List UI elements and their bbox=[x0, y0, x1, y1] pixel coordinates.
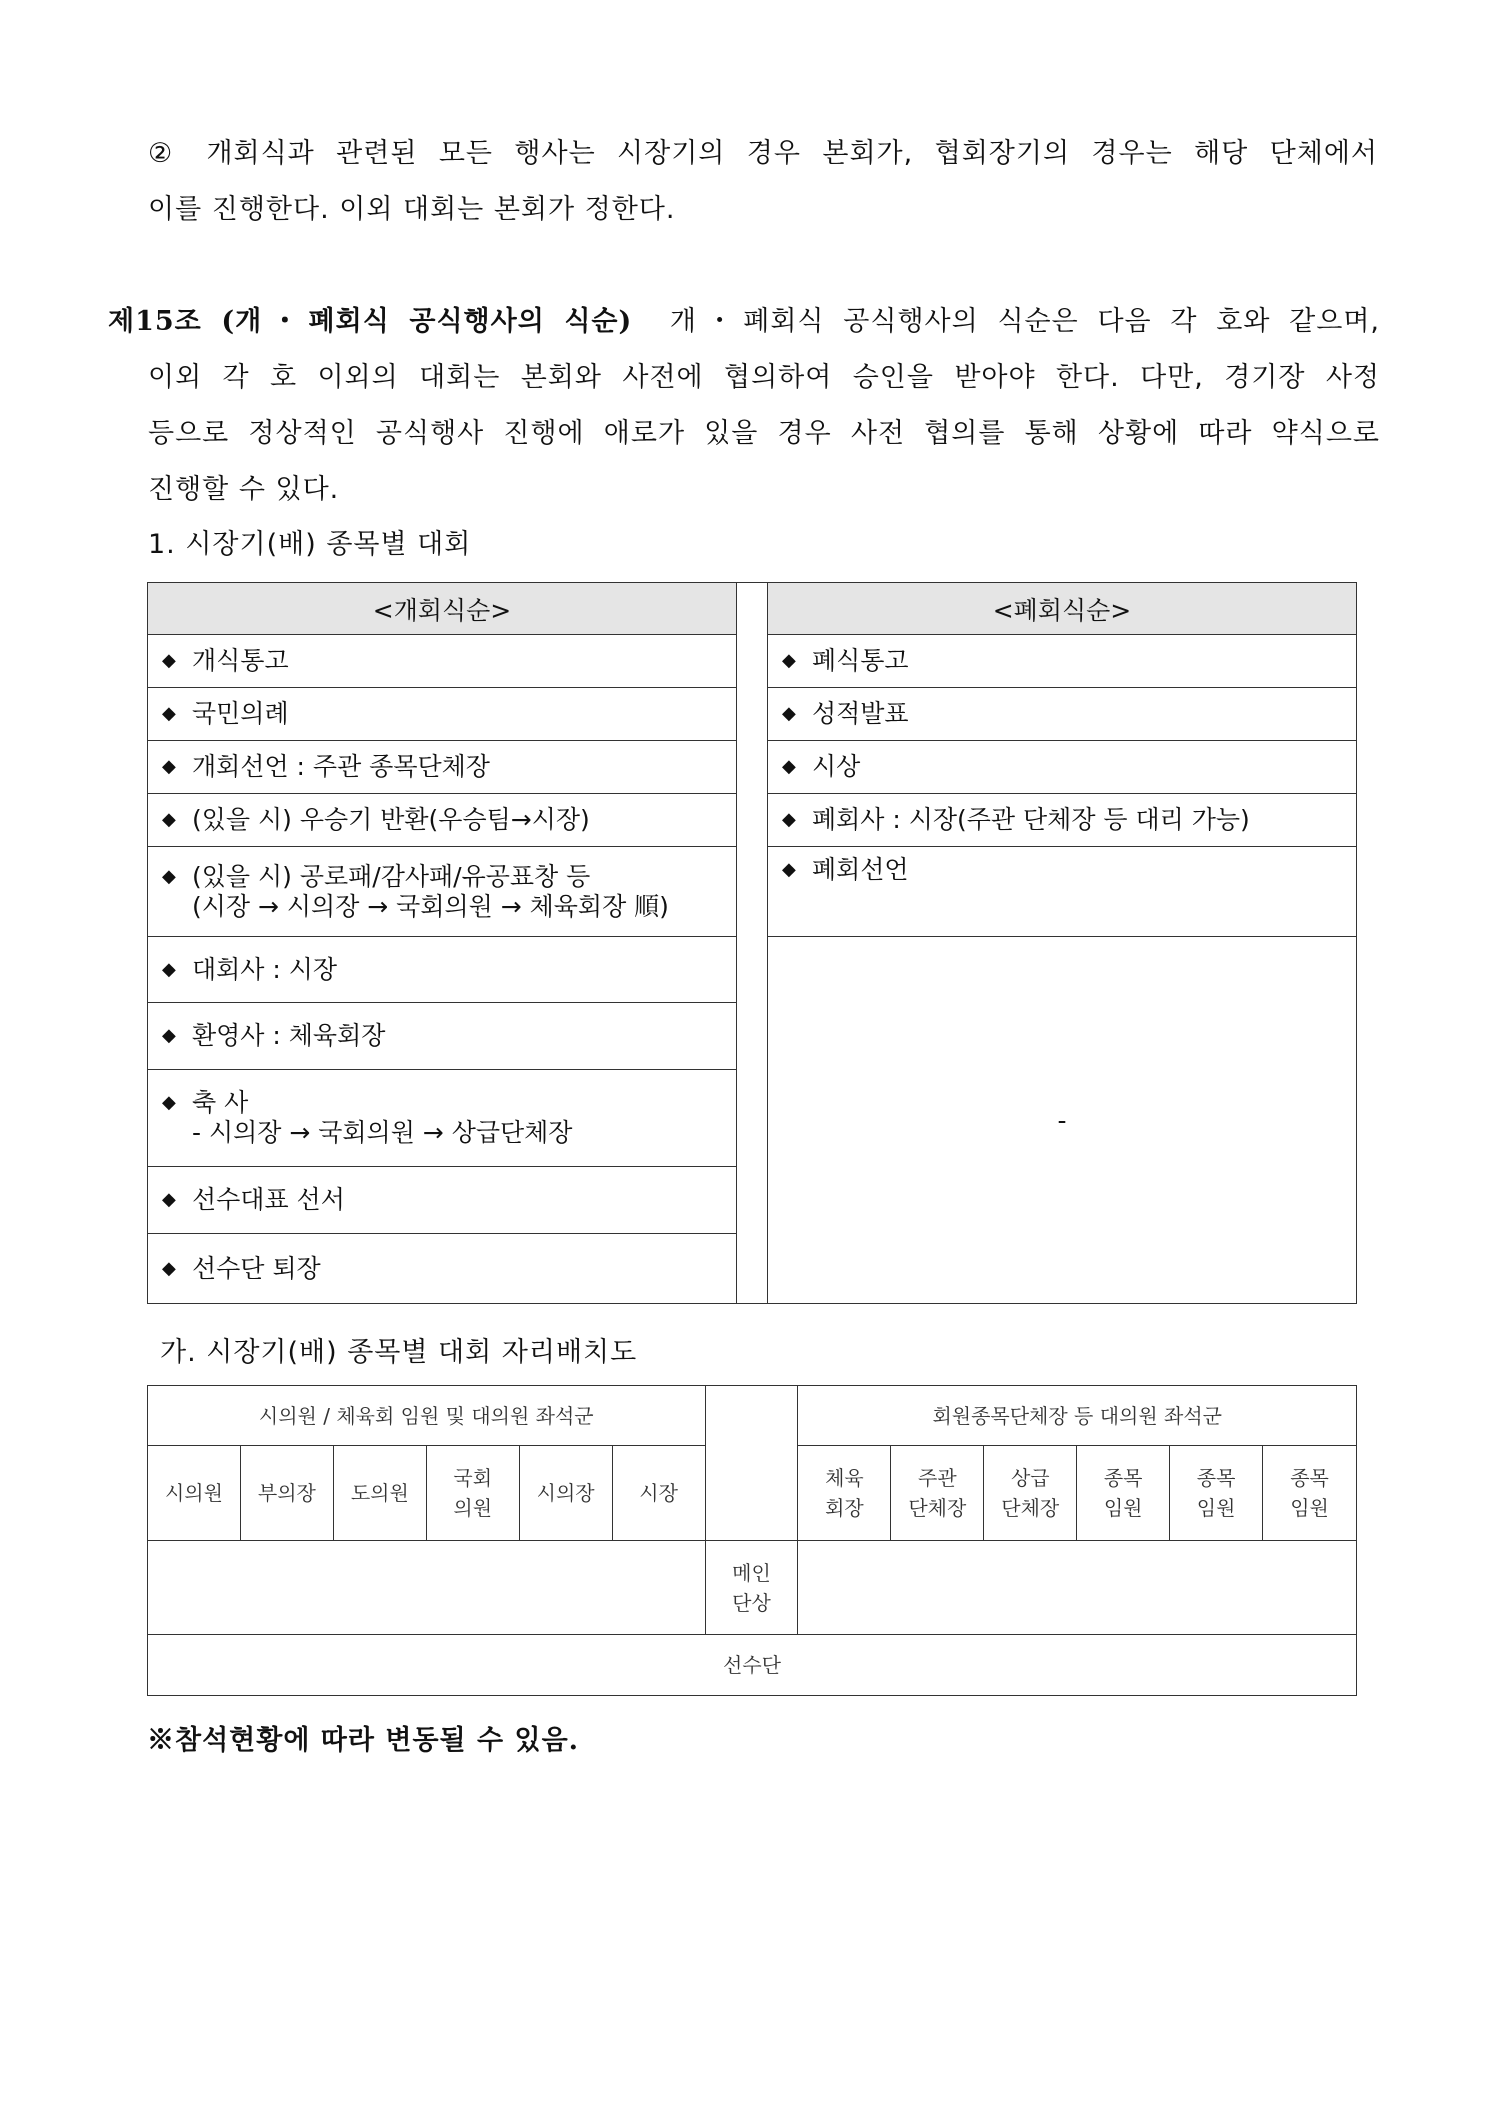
bullet-icon: ◆ bbox=[162, 703, 176, 724]
seat: 종목 임원 bbox=[1170, 1446, 1263, 1541]
bullet-icon: ◆ bbox=[162, 650, 176, 671]
right-seat-group: 회원종목단체장 등 대의원 좌석군 bbox=[798, 1386, 1357, 1446]
opening-item: ◆ 선수단 퇴장 bbox=[148, 1234, 737, 1304]
seat: 시의장 bbox=[519, 1446, 612, 1541]
seat: 국회 의원 bbox=[426, 1446, 519, 1541]
bullet-icon: ◆ bbox=[781, 756, 796, 777]
bullet-icon: ◆ bbox=[162, 1092, 176, 1113]
opening-item: ◆ 국민의례 bbox=[148, 688, 737, 741]
opening-header: <개회식순> bbox=[148, 583, 737, 635]
left-seat-group: 시의원 / 체육회 임원 및 대의원 좌석군 bbox=[148, 1386, 706, 1446]
seating-chart-table bbox=[147, 1385, 1357, 1696]
paragraph-line: ② 개회식과 관련된 모든 행사는 시장기의 경우 본회가, 협회장기의 경우는 해당 단체에서 bbox=[148, 138, 1378, 169]
bullet-icon: ◆ bbox=[162, 1257, 176, 1279]
article-15 bbox=[108, 294, 1380, 518]
section-heading: 1. 시장기(배) 종목별 대회 bbox=[148, 529, 472, 560]
closing-item: ◆ 성적발표 bbox=[767, 688, 1356, 741]
bullet-icon: ◆ bbox=[162, 958, 176, 980]
seat: 체육 회장 bbox=[798, 1446, 891, 1541]
seat: 시의원 bbox=[148, 1446, 241, 1541]
bullet-icon: ◆ bbox=[162, 1189, 176, 1210]
bullet-icon: ◆ bbox=[781, 859, 796, 880]
opening-item: ◆ 대회사 : 시장 bbox=[148, 937, 737, 1003]
article-text: 이외 각 호 이외의 대회는 본회와 사전에 협의하여 승인을 받아야 한다. 다만, 경기장 사정 bbox=[148, 362, 1380, 393]
closing-item: ◆ 폐식통고 bbox=[767, 635, 1356, 688]
opening-item: ◆ (있을 시) 공로패/감사패/유공표창 등 (시장 → 시의장 → 국회의원 → 체육회장 順) bbox=[148, 847, 737, 937]
opening-item: ◆ 환영사 : 체육회장 bbox=[148, 1003, 737, 1070]
bullet-icon: ◆ bbox=[162, 1025, 176, 1046]
note: ※참석현황에 따라 변동될 수 있음. bbox=[147, 1725, 580, 1756]
paragraph-line: 이를 진행한다. 이외 대회는 본회가 정한다. bbox=[148, 194, 676, 225]
bullet-icon: ◆ bbox=[781, 809, 796, 830]
closing-empty-cell: - bbox=[767, 937, 1356, 1304]
athletes-area: 선수단 bbox=[148, 1635, 1357, 1696]
ceremony-order-table bbox=[147, 582, 1357, 1304]
opening-item: ◆ 축 사 - 시의장 → 국회의원 → 상급단체장 bbox=[148, 1070, 737, 1167]
seat: 도의원 bbox=[333, 1446, 426, 1541]
seat: 종목 임원 bbox=[1263, 1446, 1357, 1541]
opening-item: ◆ (있을 시) 우승기 반환(우승팀→시장) bbox=[148, 794, 737, 847]
opening-item: ◆ 선수대표 선서 bbox=[148, 1167, 737, 1234]
bullet-icon: ◆ bbox=[162, 809, 176, 830]
main-stage: 메인 단상 bbox=[705, 1541, 798, 1635]
article-text: 진행할 수 있다. bbox=[148, 474, 340, 505]
bullet-icon: ◆ bbox=[162, 756, 176, 777]
seat: 상급 단체장 bbox=[984, 1446, 1077, 1541]
article-title: 제15조 (개・폐회식 공식행사의 식순) bbox=[108, 306, 633, 337]
closing-item: ◆ 폐회선언 bbox=[767, 847, 1356, 937]
closing-item: ◆ 시상 bbox=[767, 741, 1356, 794]
seat: 시장 bbox=[612, 1446, 705, 1541]
opening-item: ◆ 개식통고 bbox=[148, 635, 737, 688]
closing-header: <폐회식순> bbox=[767, 583, 1356, 635]
bullet-icon: ◆ bbox=[162, 865, 176, 887]
article-text: 개・폐회식 공식행사의 식순은 다음 각 호와 같으며, bbox=[669, 306, 1380, 337]
article-text: 등으로 정상적인 공식행사 진행에 애로가 있을 경우 사전 협의를 통해 상황에 따라 약식으로 bbox=[148, 418, 1380, 449]
closing-item: ◆ 폐회사 : 시장(주관 단체장 등 대리 가능) bbox=[767, 794, 1356, 847]
seat: 부의장 bbox=[240, 1446, 333, 1541]
bullet-icon: ◆ bbox=[781, 703, 796, 724]
seating-heading: 가. 시장기(배) 종목별 대회 자리배치도 bbox=[160, 1337, 638, 1368]
seat: 주관 단체장 bbox=[891, 1446, 984, 1541]
paragraph-2 bbox=[148, 126, 1378, 238]
bullet-icon: ◆ bbox=[781, 650, 796, 671]
opening-item: ◆ 개회선언 : 주관 종목단체장 bbox=[148, 741, 737, 794]
seat: 종목 임원 bbox=[1077, 1446, 1170, 1541]
